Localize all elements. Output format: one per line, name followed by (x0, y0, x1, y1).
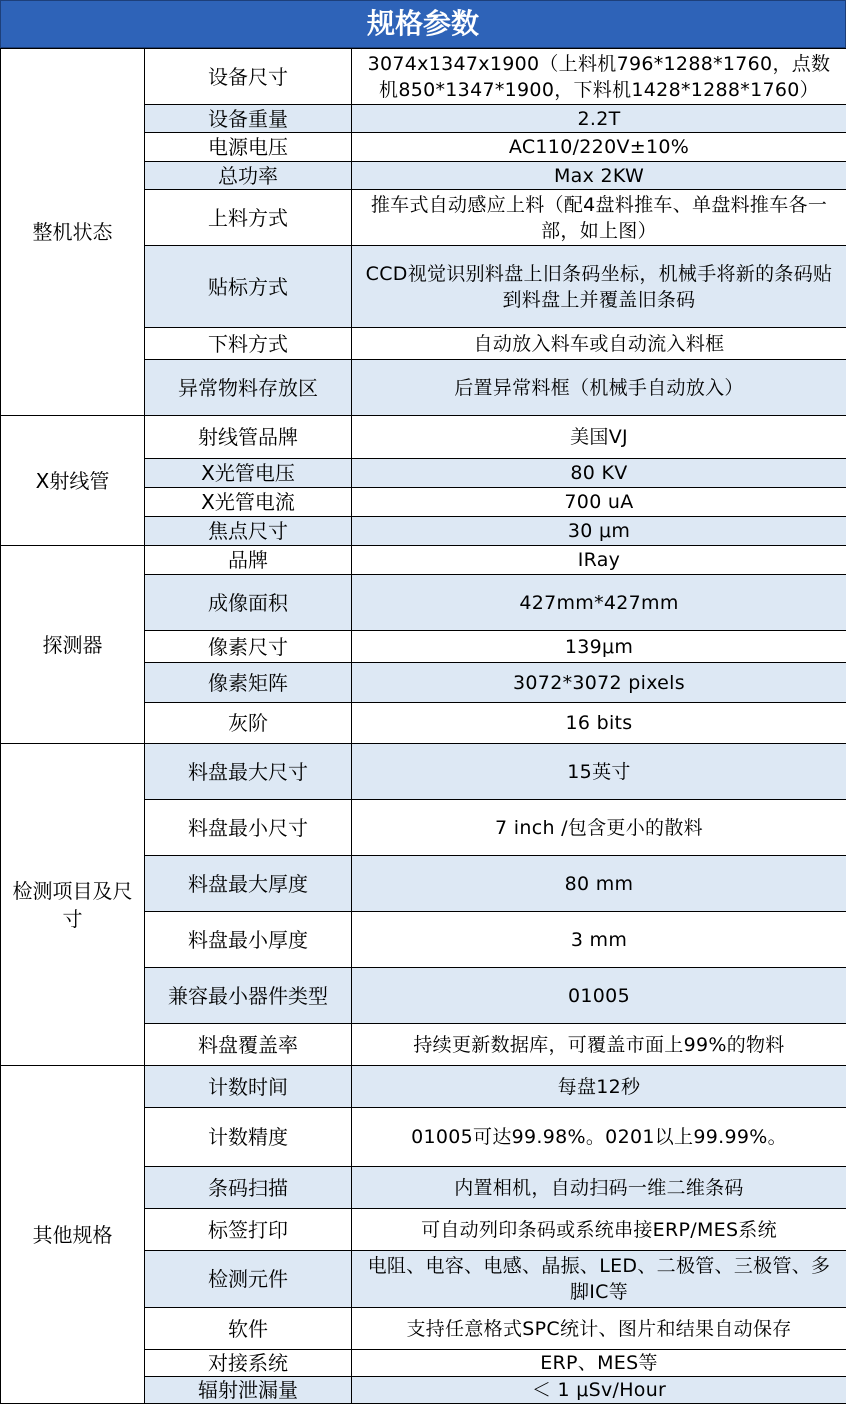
param-name: 计数精度 (145, 1108, 352, 1167)
param-value: 3072*3072 pixels (352, 663, 846, 703)
param-name: 料盘最大尺寸 (145, 744, 352, 800)
param-name: 品牌 (145, 546, 352, 575)
section-label: X射线管 (1, 416, 145, 546)
spec-row (1, 546, 846, 575)
param-name: 条码扫描 (145, 1167, 352, 1209)
param-value: 01005可达99.98%。0201以上99.99%。 (352, 1108, 846, 1167)
param-value: 80 mm (352, 856, 846, 912)
spec-table (0, 48, 846, 1404)
param-value: AC110/220V±10% (352, 133, 846, 162)
param-value: ＜ 1 μSv/Hour (352, 1377, 846, 1404)
param-value: 15英寸 (352, 744, 846, 800)
param-name: 兼容最小器件类型 (145, 968, 352, 1024)
param-name: 设备尺寸 (145, 49, 352, 105)
param-value: 139μm (352, 631, 846, 663)
param-name: X光管电压 (145, 459, 352, 488)
param-value: 16 bits (352, 703, 846, 744)
spec-row (1, 1066, 846, 1108)
param-value: Max 2KW (352, 162, 846, 190)
param-name: 像素矩阵 (145, 663, 352, 703)
param-name: 计数时间 (145, 1066, 352, 1108)
param-value: 电阻、电容、电感、晶振、LED、二极管、三极管、多脚IC等 (352, 1251, 846, 1308)
param-value: 01005 (352, 968, 846, 1024)
param-name: 上料方式 (145, 190, 352, 246)
param-name: 灰阶 (145, 703, 352, 744)
param-name: 辐射泄漏量 (145, 1377, 352, 1404)
param-name: 异常物料存放区 (145, 360, 352, 416)
param-name: 对接系统 (145, 1350, 352, 1377)
param-value: 后置异常料框（机械手自动放入） (352, 360, 846, 416)
param-name: X光管电流 (145, 488, 352, 517)
param-value: 可自动列印条码或系统串接ERP/MES系统 (352, 1209, 846, 1251)
param-value: 700 uA (352, 488, 846, 517)
param-name: 电源电压 (145, 133, 352, 162)
param-name: 像素尺寸 (145, 631, 352, 663)
param-name: 软件 (145, 1308, 352, 1350)
param-name: 设备重量 (145, 105, 352, 133)
param-value: 自动放入料车或自动流入料框 (352, 328, 846, 360)
section-label: 探测器 (1, 546, 145, 744)
spec-row (1, 744, 846, 800)
param-value: 支持任意格式SPC统计、图片和结果自动保存 (352, 1308, 846, 1350)
param-value: 2.2T (352, 105, 846, 133)
section-label: 其他规格 (1, 1066, 145, 1404)
param-name: 料盘覆盖率 (145, 1024, 352, 1066)
param-name: 焦点尺寸 (145, 517, 352, 546)
param-value: 80 KV (352, 459, 846, 488)
param-name: 标签打印 (145, 1209, 352, 1251)
param-value: 每盘12秒 (352, 1066, 846, 1108)
page-title: 规格参数 (0, 0, 846, 48)
param-name: 料盘最小厚度 (145, 912, 352, 968)
param-name: 下料方式 (145, 328, 352, 360)
param-value: 持续更新数据库，可覆盖市面上99%的物料 (352, 1024, 846, 1066)
param-value: 推车式自动感应上料（配4盘料推车、单盘料推车各一部，如上图） (352, 190, 846, 246)
param-value: 美国VJ (352, 416, 846, 459)
param-name: 成像面积 (145, 575, 352, 631)
param-name: 检测元件 (145, 1251, 352, 1308)
param-value: 7 inch /包含更小的散料 (352, 800, 846, 856)
param-name: 总功率 (145, 162, 352, 190)
param-value: 内置相机，自动扫码一维二维条码 (352, 1167, 846, 1209)
param-value: 427mm*427mm (352, 575, 846, 631)
param-name: 料盘最大厚度 (145, 856, 352, 912)
param-name: 贴标方式 (145, 246, 352, 328)
param-value: CCD视觉识别料盘上旧条码坐标，机械手将新的条码贴到料盘上并覆盖旧条码 (352, 246, 846, 328)
param-value: IRay (352, 546, 846, 575)
param-name: 射线管品牌 (145, 416, 352, 459)
param-name: 料盘最小尺寸 (145, 800, 352, 856)
section-label: 整机状态 (1, 49, 145, 416)
param-value: 3 mm (352, 912, 846, 968)
param-value: 30 μm (352, 517, 846, 546)
spec-row (1, 416, 846, 459)
section-label: 检测项目及尺寸 (1, 744, 145, 1066)
spec-row (1, 49, 846, 105)
param-value: 3074x1347x1900（上料机796*1288*1760，点数机850*1347*1900，下料机1428*1288*1760） (352, 49, 846, 105)
param-value: ERP、MES等 (352, 1350, 846, 1377)
